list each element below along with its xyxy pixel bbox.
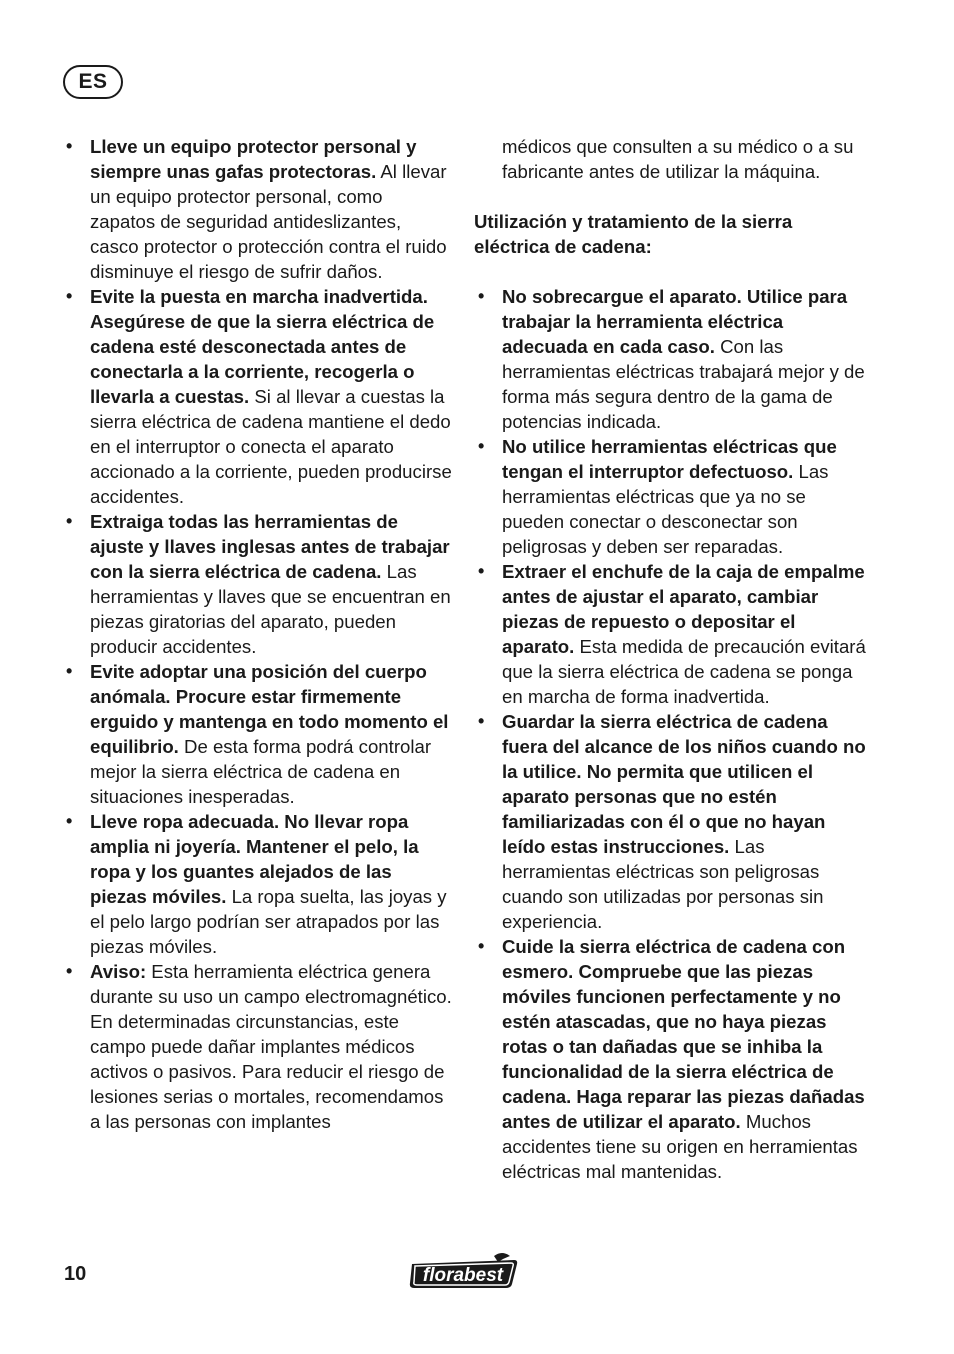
page-number: 10 [64, 1263, 87, 1285]
list-item: • No sobrecargue el aparato. Utilice para trabajar la herramienta eléctrica adecuada en cada caso. Con las herramientas eléctricas trabajará mejor y de forma más segura dentro de la gama de potencias indicada. [474, 284, 866, 434]
list-item: • Extraer el enchufe de la caja de empalme antes de ajustar el aparato, cambiar piezas de repuesto o depositar el aparato. Esta medida de precaución evitará que la sierra eléctrica de cadena se ponga en marcha de forma inadvertida. [474, 559, 866, 709]
right-column [474, 134, 866, 1184]
language-badge: ES [63, 65, 123, 99]
list-item: • Evite la puesta en marcha inadvertida. Asegúrese de que la sierra eléctrica de cadena esté desconectada antes de conectarla a la corriente, recogerla o llevarla a cuestas. Si al llevar a cuestas la sierra eléctrica de cadena mantiene el dedo en el interruptor o conecta el aparato accionado a la corriente, pueden producirse accidentes. [62, 284, 452, 509]
list-item: • Lleve ropa adecuada. No llevar ropa amplia ni joyería. Mantener el pelo, la ropa y los guantes alejados de las piezas móviles. La ropa suelta, las joyas y el pelo largo podrían ser atrapados por las piezas móviles. [62, 809, 452, 959]
list-item: • Guardar la sierra eléctrica de cadena fuera del alcance de los niños cuando no la utilice. No permita que utilicen el aparato personas que no estén familiarizadas con él o que no hayan leído estas instrucciones. Las herramientas eléctricas son peligrosas cuando son utilizadas por personas sin experiencia. [474, 709, 866, 934]
continued-text: médicos que consulten a su médico o a su fabricante antes de utilizar la máquina. [502, 136, 854, 182]
section-heading: Utilización y tratamiento de la sierra eléctrica de cadena: [474, 211, 793, 257]
left-column [62, 134, 452, 1134]
list-item: • Cuide la sierra eléctrica de cadena con esmero. Compruebe que las piezas móviles funcionen perfectamente y no estén atascadas, que no haya piezas rotas o tan dañadas que se inhiba la funcionalidad de la sierra eléctrica de cadena. Haga reparar las piezas dañadas antes de utilizar el aparato. Muchos accidentes tiene su origen en herramientas eléctricas mal mantenidas. [474, 934, 866, 1184]
list-item: • Lleve un equipo protector personal y siempre unas gafas protectoras. Al llevar un equipo protector personal, como zapatos de seguridad antideslizantes, casco protector o protección contra el ruido disminuye el riesgo de sufrir daños. [62, 134, 452, 284]
florabest-logo-icon [406, 1252, 520, 1292]
list-item: • Evite adoptar una posición del cuerpo anómala. Procure estar firmemente erguido y mantenga en todo momento el equilibrio. De esta forma podrá controlar mejor la sierra eléctrica de cadena en situaciones inesperadas. [62, 659, 452, 809]
list-item: • Aviso: Esta herramienta eléctrica genera durante su uso un campo electromagnético. En determinadas circunstancias, este campo puede dañar implantes médicos activos o pasivos. Para reducir el riesgo de lesiones serias o mortales, recomendamos a las personas con implantes [62, 959, 452, 1134]
list-item: • No utilice herramientas eléctricas que tengan el interruptor defectuoso. Las herramientas eléctricas que ya no se pueden conectar o desconectar son peligrosas y deben ser reparadas. [474, 434, 866, 559]
list-item: • Extraiga todas las herramientas de ajuste y llaves inglesas antes de trabajar con la sierra eléctrica de cadena. Las herramientas y llaves que se encuentran en piezas giratorias del aparato, pueden producir accidentes. [62, 509, 452, 659]
logo-text: florabest [422, 1265, 504, 1286]
